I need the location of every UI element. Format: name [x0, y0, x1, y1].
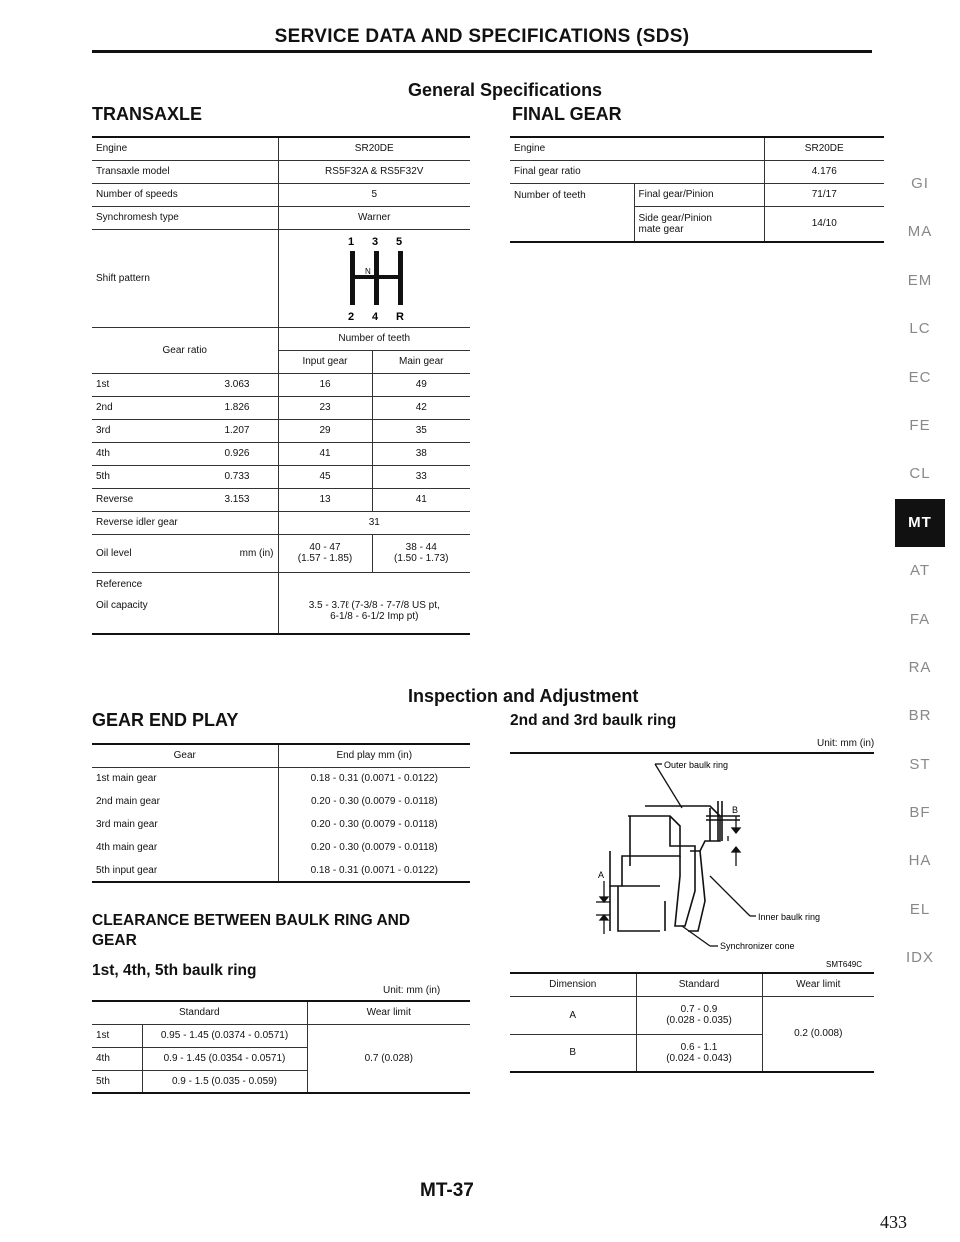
main-teeth: 35: [372, 419, 470, 442]
shift-pattern-label: Shift pattern: [92, 229, 278, 327]
fg-engine-value: SR20DE: [764, 137, 884, 160]
synchronizer-cone-label: Synchronizer cone: [720, 941, 795, 951]
inner-baulk-label: Inner baulk ring: [758, 912, 821, 922]
fg-side-value: 14/10: [811, 218, 837, 230]
gep-gear: 3rd main gear: [92, 813, 278, 836]
gep-row: [92, 767, 470, 790]
oil-level-main-in: (1.50 - 1.73): [394, 553, 449, 564]
baulk23-rule: [510, 752, 874, 754]
gear-name: 4th: [96, 448, 110, 459]
gear-name: 5th: [96, 471, 110, 482]
gear-name: 3rd: [96, 425, 111, 436]
fg-side-label-2: mate gear: [638, 223, 684, 235]
b23-col-dim: Dimension: [510, 973, 636, 996]
page-header: SERVICE DATA AND SPECIFICATIONS (SDS): [274, 26, 690, 47]
gear-ratio: 1.826: [224, 402, 250, 413]
tab-el[interactable]: EL: [909, 900, 931, 918]
tab-mt[interactable]: MT: [895, 499, 945, 547]
clr-std: 0.9 - 1.5 (0.035 - 0.059): [142, 1070, 307, 1093]
gep-value: 0.20 - 0.30 (0.0079 - 0.0118): [310, 842, 438, 853]
general-specifications-title: General Specifications: [408, 80, 603, 100]
b23-col-std: Standard: [636, 973, 762, 996]
transaxle-row-label: Number of speeds: [92, 183, 278, 206]
inspection-title: Inspection and Adjustment: [408, 686, 639, 706]
gear-row: [92, 465, 470, 488]
fg-engine-label: Engine: [510, 137, 764, 160]
final-gear-table: [510, 136, 884, 243]
gear-end-play-table: [92, 743, 470, 883]
transaxle-row-value: 5: [278, 183, 470, 206]
fg-teeth-label: Number of teeth: [510, 183, 634, 242]
shift-pattern-diagram: [334, 231, 414, 323]
gear-name: Reverse: [96, 494, 134, 505]
transaxle-row-label: Transaxle model: [92, 160, 278, 183]
tab-ha[interactable]: HA: [908, 852, 932, 870]
tab-ra[interactable]: RA: [908, 658, 932, 676]
gear-row: [92, 373, 470, 396]
figure-code: SMT649C: [826, 960, 863, 969]
clr-wear-value: 0.7 (0.028): [307, 1024, 470, 1093]
main-teeth: 42: [372, 396, 470, 419]
gear-row: [92, 488, 470, 511]
tab-lc[interactable]: LC: [909, 320, 931, 338]
tab-em[interactable]: EM: [907, 271, 933, 289]
section-tabs: [895, 160, 945, 983]
transaxle-row-value: RS5F32A & RS5F32V: [278, 160, 470, 183]
gep-row: [92, 790, 470, 813]
gep-gear: 2nd main gear: [92, 790, 278, 813]
input-gear-header: Input gear: [278, 350, 372, 373]
gep-row: [92, 836, 470, 859]
clearance-unit: Unit: mm (in): [383, 985, 441, 996]
shift-pos-5: 5: [396, 235, 403, 248]
b23-std-mm: 0.7 - 0.9: [680, 1004, 718, 1015]
clr-gear: 5th: [92, 1070, 142, 1093]
gear-end-play-title: GEAR END PLAY: [92, 710, 239, 730]
transaxle-row-value: SR20DE: [278, 137, 470, 160]
clr-std: 0.95 - 1.45 (0.0374 - 0.0571): [142, 1024, 307, 1047]
b23-std-in: (0.028 - 0.035): [666, 1015, 732, 1026]
transaxle-table: [92, 136, 470, 635]
oil-level-input-mm: 40 - 47: [309, 542, 341, 553]
gep-row: [92, 813, 470, 836]
fg-final-pinion-label: Final gear/Pinion: [634, 183, 764, 206]
input-teeth: 45: [278, 465, 372, 488]
reference-label: Reference: [96, 578, 143, 590]
transaxle-title: TRANSAXLE: [92, 104, 203, 124]
baulk23-title: 2nd and 3rd baulk ring: [510, 712, 677, 729]
diagram-b-label: B: [732, 805, 739, 815]
tab-at[interactable]: AT: [909, 562, 931, 580]
reverse-idler-value: 31: [278, 511, 470, 534]
tab-idx[interactable]: IDX: [905, 949, 934, 967]
fg-side-label-1: Side gear/Pinion: [638, 212, 712, 224]
gep-col-end: End play mm (in): [278, 744, 470, 767]
input-teeth: 41: [278, 442, 372, 465]
gep-value: 0.18 - 0.31 (0.0071 - 0.0122): [310, 864, 438, 876]
shift-pos-1: 1: [348, 235, 355, 248]
input-teeth: 23: [278, 396, 372, 419]
clr-gear: 4th: [92, 1047, 142, 1070]
clr-row: [92, 1024, 470, 1047]
gear-ratio-header: Gear ratio: [92, 327, 278, 373]
page-code: MT-37: [420, 1180, 474, 1201]
shift-pos-3: 3: [372, 235, 379, 248]
shift-neutral: N: [365, 266, 372, 276]
oil-level-input-in: (1.57 - 1.85): [297, 553, 353, 564]
header-rule: [92, 50, 872, 53]
oil-level-label: Oil level: [96, 547, 132, 559]
input-teeth: 16: [278, 373, 372, 396]
b23-col-wear: Wear limit: [762, 973, 874, 996]
clearance-title-1: CLEARANCE BETWEEN BAULK RING AND: [92, 912, 411, 929]
gear-ratio: 0.926: [224, 448, 250, 459]
transaxle-row-value: Warner: [278, 206, 470, 229]
tab-cl[interactable]: CL: [909, 465, 931, 483]
transaxle-row-label: Engine: [92, 137, 278, 160]
final-gear-title: FINAL GEAR: [512, 104, 622, 124]
gep-gear: 4th main gear: [92, 836, 278, 859]
gep-gear: 5th input gear: [92, 859, 278, 882]
clearance-table: [92, 1000, 470, 1094]
gear-ratio: 3.153: [224, 494, 250, 505]
shift-pos-2: 2: [348, 310, 355, 323]
gear-name: 2nd: [96, 402, 113, 413]
baulk-ring-diagram: [510, 756, 874, 970]
gear-ratio: 3.063: [224, 379, 250, 390]
page-number: 433: [880, 1212, 907, 1232]
tab-fe[interactable]: FE: [909, 416, 931, 434]
b23-std-in: (0.024 - 0.043): [666, 1052, 732, 1064]
clearance-subtitle: 1st, 4th, 5th baulk ring: [92, 962, 257, 979]
input-teeth: 13: [278, 488, 372, 511]
gep-col-gear: Gear: [92, 744, 278, 767]
gear-ratio: 0.733: [224, 471, 250, 482]
tab-bf[interactable]: BF: [909, 804, 931, 822]
main-teeth: 38: [372, 442, 470, 465]
diagram-a-label: A: [598, 870, 605, 880]
gear-row: [92, 442, 470, 465]
b23-row: [510, 996, 874, 1034]
shift-pos-4: 4: [372, 310, 379, 323]
oil-capacity-value-1: 3.5 - 3.7ℓ (7-3/8 - 7-7/8 US pt,: [308, 600, 440, 612]
clr-col-wear: Wear limit: [307, 1001, 470, 1024]
gep-value: 0.18 - 0.31 (0.0071 - 0.0122): [310, 773, 438, 785]
gep-value: 0.20 - 0.30 (0.0079 - 0.0118): [310, 796, 438, 807]
gear-name: 1st: [96, 379, 110, 390]
b23-wear-value: 0.2 (0.008): [762, 996, 874, 1072]
clr-std: 0.9 - 1.45 (0.0354 - 0.0571): [142, 1047, 307, 1070]
main-teeth: 41: [372, 488, 470, 511]
clearance-title-2: GEAR: [92, 932, 137, 949]
tab-gi[interactable]: GI: [911, 175, 929, 192]
tab-ma[interactable]: MA: [907, 223, 933, 241]
input-teeth: 29: [278, 419, 372, 442]
baulk23-unit: Unit: mm (in): [817, 738, 875, 749]
b23-std-mm: 0.6 - 1.1: [680, 1041, 718, 1053]
oil-capacity-value-2: 6-1/8 - 6-1/2 Imp pt): [330, 611, 419, 623]
transaxle-row-label: Synchromesh type: [92, 206, 278, 229]
gear-ratio: 1.207: [224, 425, 250, 436]
baulk23-table: [510, 972, 874, 1073]
outer-baulk-label: Outer baulk ring: [664, 760, 729, 770]
fg-ratio-label: Final gear ratio: [510, 160, 764, 183]
gear-row: [92, 396, 470, 419]
number-of-teeth-header: Number of teeth: [278, 327, 470, 350]
tab-br[interactable]: BR: [908, 707, 932, 725]
gep-gear: 1st main gear: [92, 767, 278, 790]
fg-final-pinion-value: 71/17: [764, 183, 884, 206]
oil-capacity-label: Oil capacity: [96, 599, 148, 611]
gear-row: [92, 419, 470, 442]
tab-ec[interactable]: EC: [908, 368, 932, 386]
clr-gear: 1st: [92, 1024, 142, 1047]
tab-fa[interactable]: FA: [909, 610, 931, 628]
oil-level-unit: mm (in): [239, 547, 274, 559]
main-teeth: 49: [372, 373, 470, 396]
oil-level-main-mm: 38 - 44: [405, 542, 437, 553]
tab-st[interactable]: ST: [909, 755, 931, 773]
shift-pattern-cell: [278, 229, 470, 327]
b23-dim: B: [510, 1034, 636, 1072]
main-teeth: 33: [372, 465, 470, 488]
gep-row: [92, 859, 470, 882]
main-gear-header: Main gear: [372, 350, 470, 373]
shift-pos-r: R: [396, 310, 405, 323]
fg-ratio-value: 4.176: [764, 160, 884, 183]
gep-value: 0.20 - 0.30 (0.0079 - 0.0118): [310, 819, 438, 830]
b23-dim: A: [510, 996, 636, 1034]
reverse-idler-label: Reverse idler gear: [92, 511, 278, 534]
clr-col-standard: Standard: [92, 1001, 307, 1024]
